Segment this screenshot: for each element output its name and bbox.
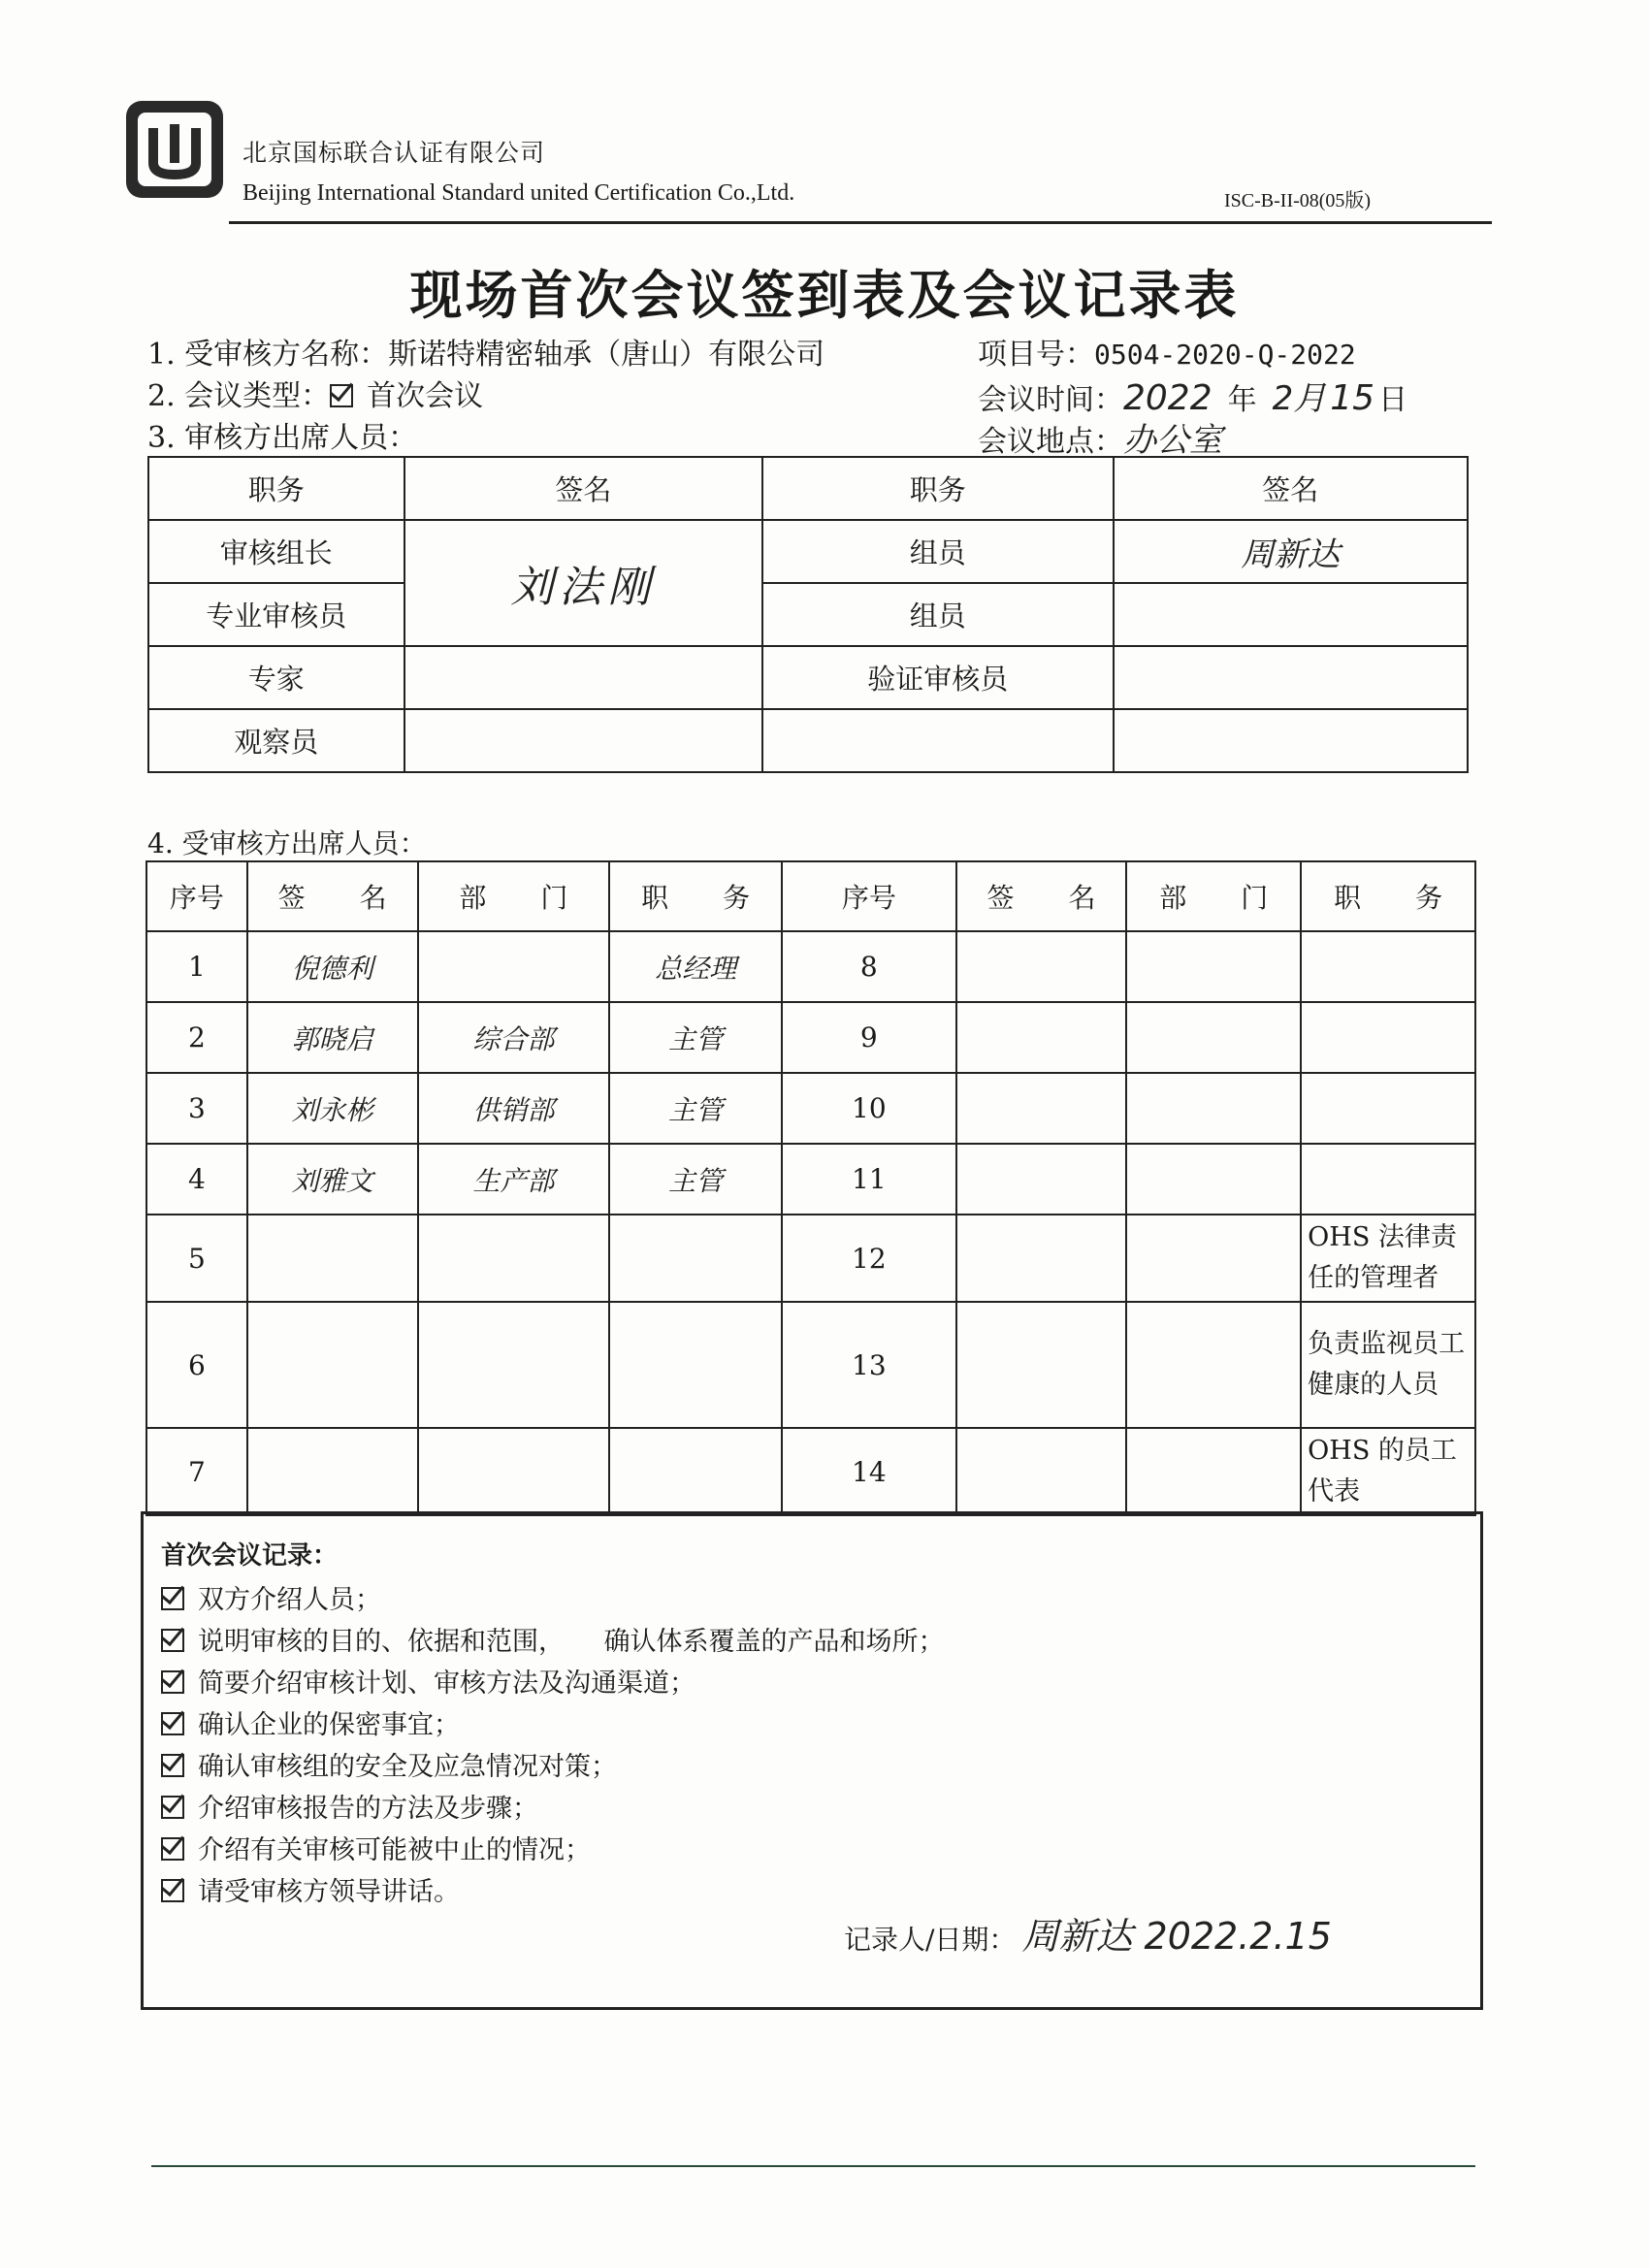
role-note-cell <box>1301 1002 1475 1073</box>
seq-cell: 12 <box>782 1215 956 1302</box>
role-cell: 观察员 <box>148 709 404 772</box>
department-cell <box>1126 931 1301 1002</box>
role-cell: 审核组长 <box>148 520 404 583</box>
seq-cell: 5 <box>146 1215 247 1302</box>
role-cell: 组员 <box>762 583 1113 646</box>
table-row <box>148 646 1468 709</box>
header-signature: 签名 <box>404 457 762 520</box>
table-header-row <box>146 861 1475 931</box>
seq-cell: 8 <box>782 931 956 1002</box>
signature-cell <box>247 1428 418 1515</box>
recorder-label: 记录人/日期： <box>844 1924 1017 1956</box>
header-role: 职务 <box>762 457 1113 520</box>
meeting-time-month: 2月 <box>1272 379 1327 418</box>
seq-cell: 13 <box>782 1302 956 1428</box>
record-item-text: 确认企业的保密事宜； <box>198 1710 460 1740</box>
seq-cell: 4 <box>146 1144 247 1215</box>
signature-cell: 刘永彬 <box>247 1073 418 1144</box>
record-item-text: 双方介绍人员； <box>198 1585 381 1615</box>
meeting-type-checkbox[interactable] <box>330 384 353 407</box>
auditee-label: 1. 受审核方名称： <box>147 338 389 372</box>
department-cell: 综合部 <box>418 1002 610 1073</box>
seq-cell: 3 <box>146 1073 247 1144</box>
meeting-time-label: 会议时间： <box>978 383 1123 417</box>
seq-cell: 14 <box>782 1428 956 1515</box>
role-cell: 专业审核员 <box>148 583 404 646</box>
record-item-text: 说明审核的目的、依据和范围， 确认体系覆盖的产品和场所； <box>198 1627 945 1657</box>
record-item-checkbox[interactable] <box>161 1587 184 1610</box>
header-signature: 签名 <box>1114 457 1468 520</box>
table-row <box>146 931 1475 1002</box>
signature-cell <box>1114 583 1468 646</box>
meeting-time-year-char: 年 <box>1227 383 1257 417</box>
seq-cell: 10 <box>782 1073 956 1144</box>
table-row <box>146 1428 1475 1515</box>
signature-cell: 郭晓启 <box>247 1002 418 1073</box>
auditee-value: 斯诺特精密轴承（唐山）有限公司 <box>388 338 825 372</box>
signature-cell: 刘雅文 <box>247 1144 418 1215</box>
record-item-checkbox[interactable] <box>161 1629 184 1652</box>
signature-cell <box>956 1428 1127 1515</box>
department-cell: 生产部 <box>418 1144 610 1215</box>
signature-cell <box>1114 709 1468 772</box>
record-item-text: 介绍有关审核可能被中止的情况； <box>198 1835 591 1865</box>
header-seq: 序号 <box>146 861 247 931</box>
header-title: 职 务 <box>1301 861 1475 931</box>
title-cell: 总经理 <box>609 931 782 1002</box>
company-name-en: Beijing International Standard united Certification Co.,Ltd. <box>242 180 795 206</box>
header-seq: 序号 <box>782 861 956 931</box>
record-item <box>161 1745 617 1783</box>
title-cell: 主管 <box>609 1002 782 1073</box>
department-cell <box>1126 1002 1301 1073</box>
record-item-checkbox[interactable] <box>161 1879 184 1902</box>
role-note-cell: OHS 法律责任的管理者 <box>1301 1215 1475 1302</box>
seq-cell: 6 <box>146 1302 247 1428</box>
location-label: 会议地点： <box>978 425 1123 459</box>
table-row <box>146 1144 1475 1215</box>
table-row <box>148 520 1468 583</box>
record-item-checkbox[interactable] <box>161 1670 184 1694</box>
meeting-type-label: 2. 会议类型： <box>147 379 331 413</box>
signature-cell <box>404 646 762 709</box>
meeting-time-line <box>978 372 1407 419</box>
company-name-cn: 北京国标联合认证有限公司 <box>242 139 546 167</box>
meeting-record-title: 首次会议记录： <box>161 1541 339 1571</box>
role-note-cell <box>1301 1144 1475 1215</box>
meeting-time-day-char: 日 <box>1378 383 1408 417</box>
signature-cell <box>956 1073 1127 1144</box>
location-value: 办公室 <box>1123 421 1222 460</box>
signature-cell: 周新达 <box>1114 520 1468 583</box>
project-line <box>978 330 1356 373</box>
record-item <box>161 1662 695 1700</box>
signature-cell <box>956 1002 1127 1073</box>
record-item <box>161 1870 460 1908</box>
seq-cell: 11 <box>782 1144 956 1215</box>
table-row <box>146 1073 1475 1144</box>
record-item-checkbox[interactable] <box>161 1837 184 1861</box>
project-value: 0504-2020-Q-2022 <box>1094 339 1356 371</box>
signature-cell <box>956 1302 1127 1428</box>
seq-cell: 1 <box>146 931 247 1002</box>
company-logo-icon <box>124 99 225 200</box>
role-cell <box>762 709 1113 772</box>
record-item <box>161 1620 945 1658</box>
department-cell <box>418 931 610 1002</box>
title-cell <box>609 1215 782 1302</box>
header-department: 部 门 <box>418 861 610 931</box>
record-item-text: 请受审核方领导讲话。 <box>198 1877 460 1907</box>
header-title: 职 务 <box>609 861 782 931</box>
form-code: ISC-B-II-08(05版) <box>1224 190 1372 211</box>
audit-team-table <box>147 456 1469 773</box>
role-note-cell: OHS 的员工代表 <box>1301 1428 1475 1515</box>
auditee-line <box>147 330 824 373</box>
table-row <box>146 1215 1475 1302</box>
auditee-attendees-label: 4. 受审核方出席人员： <box>147 827 427 859</box>
department-cell <box>1126 1073 1301 1144</box>
title-cell <box>609 1302 782 1428</box>
signature-cell <box>956 931 1127 1002</box>
department-cell <box>1126 1144 1301 1215</box>
meeting-type-line <box>147 372 483 414</box>
seq-cell: 7 <box>146 1428 247 1515</box>
meeting-time-day: 15 <box>1330 378 1375 418</box>
record-item-text: 介绍审核报告的方法及步骤； <box>198 1794 538 1824</box>
signature-cell <box>247 1215 418 1302</box>
seq-cell: 2 <box>146 1002 247 1073</box>
record-item-checkbox[interactable] <box>161 1796 184 1819</box>
audit-team-attendees-label: 3. 审核方出席人员： <box>147 421 418 455</box>
meeting-type-value: 首次会议 <box>367 379 484 413</box>
role-note-cell: 负责监视员工健康的人员 <box>1301 1302 1475 1428</box>
table-row <box>148 583 1468 646</box>
department-cell <box>1126 1215 1301 1302</box>
header-signature: 签 名 <box>247 861 418 931</box>
record-item <box>161 1829 591 1866</box>
header-divider <box>229 221 1492 224</box>
signature-cell <box>404 709 762 772</box>
signature-cell: 倪德利 <box>247 931 418 1002</box>
recorder-signature: 周新达 2022.2.15 <box>1021 1915 1332 1958</box>
signature-cell <box>247 1302 418 1428</box>
signature-cell <box>1114 646 1468 709</box>
role-cell: 专家 <box>148 646 404 709</box>
location-line <box>978 413 1222 461</box>
title-cell <box>609 1428 782 1515</box>
meeting-time-year: 2022 <box>1123 378 1212 418</box>
table-header-row <box>148 457 1468 520</box>
record-item <box>161 1578 381 1616</box>
role-note-cell <box>1301 931 1475 1002</box>
record-item-checkbox[interactable] <box>161 1712 184 1735</box>
table-row <box>146 1002 1475 1073</box>
record-item-text: 简要介绍审核计划、审核方法及沟通渠道； <box>198 1669 695 1699</box>
document-title: 现场首次会议签到表及会议记录表 <box>409 264 1240 326</box>
header-department: 部 门 <box>1126 861 1301 931</box>
record-item <box>161 1703 460 1741</box>
table-row <box>148 709 1468 772</box>
header-role: 职务 <box>148 457 404 520</box>
footer-divider <box>151 2165 1475 2167</box>
title-cell: 主管 <box>609 1073 782 1144</box>
role-cell: 验证审核员 <box>762 646 1113 709</box>
table-row <box>146 1302 1475 1428</box>
record-item-text: 确认审核组的安全及应急情况对策； <box>198 1752 617 1782</box>
record-item <box>161 1787 538 1825</box>
signature-cell: 刘法刚 <box>404 520 762 646</box>
project-label: 项目号： <box>978 338 1094 372</box>
header-signature: 签 名 <box>956 861 1127 931</box>
department-cell <box>418 1302 610 1428</box>
record-item-checkbox[interactable] <box>161 1754 184 1777</box>
signature-cell <box>956 1144 1127 1215</box>
recorder-line <box>844 1906 1332 1960</box>
signature-cell <box>956 1215 1127 1302</box>
role-note-cell <box>1301 1073 1475 1144</box>
auditee-attendees-table <box>146 860 1476 1516</box>
department-cell: 供销部 <box>418 1073 610 1144</box>
meeting-record-box <box>141 1511 1483 2010</box>
seq-cell: 9 <box>782 1002 956 1073</box>
title-cell: 主管 <box>609 1144 782 1215</box>
department-cell <box>1126 1428 1301 1515</box>
department-cell <box>418 1428 610 1515</box>
role-cell: 组员 <box>762 520 1113 583</box>
department-cell <box>418 1215 610 1302</box>
department-cell <box>1126 1302 1301 1428</box>
